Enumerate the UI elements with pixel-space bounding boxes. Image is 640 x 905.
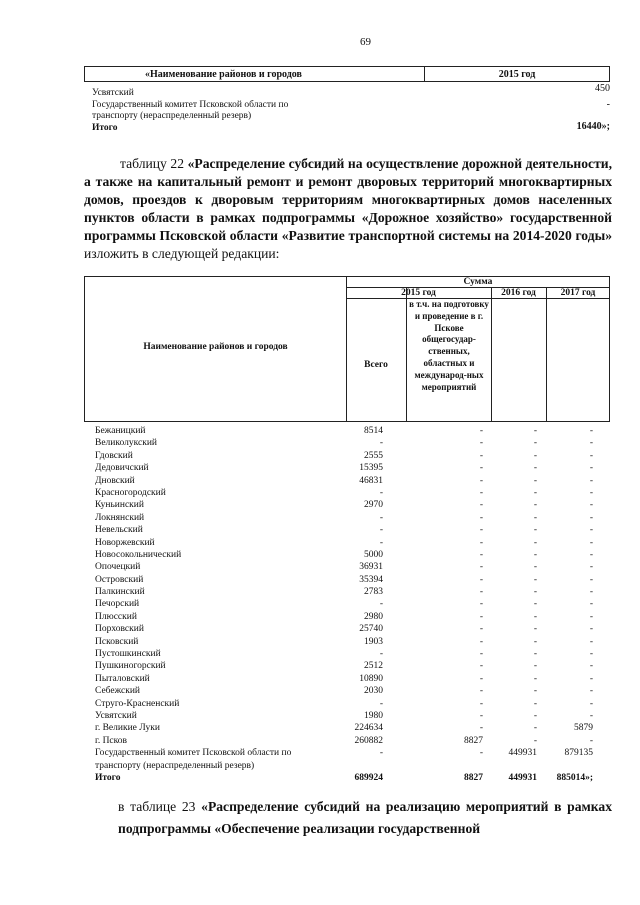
table-row <box>95 636 615 648</box>
table-row <box>95 487 615 499</box>
table-row <box>95 462 615 474</box>
row-name: Итого <box>95 772 121 783</box>
cell-2017: - <box>589 562 593 573</box>
top-row-value: - <box>606 99 610 110</box>
cell-2016: - <box>533 512 537 523</box>
header-name-col: Наименование районов и городов <box>143 342 288 352</box>
cell-total: - <box>379 599 383 610</box>
cell-incl: - <box>479 587 483 598</box>
table-row <box>95 673 615 685</box>
cell-incl: - <box>479 450 483 461</box>
cell-incl: - <box>479 574 483 585</box>
header-incl: в т.ч. на подготовку и проведение в г. Пскове общегосудар-ственных, областных и международ-ных мероприятий <box>409 299 489 392</box>
cell-incl: - <box>479 599 483 610</box>
row-name: Себежский <box>95 686 140 697</box>
cell-2017: - <box>589 698 593 709</box>
cell-2016: - <box>533 525 537 536</box>
row-name: Великолукский <box>95 438 158 449</box>
cell-2017: - <box>589 438 593 449</box>
cell-2016: - <box>533 599 537 610</box>
table-row <box>95 437 615 449</box>
main-table-body <box>95 425 615 784</box>
row-name: Гдовский <box>95 450 133 461</box>
top-table-col-year: 2015 год <box>498 69 536 80</box>
cell-incl: - <box>479 426 483 436</box>
cell-2017: - <box>589 450 593 461</box>
cell-2017: - <box>589 735 593 746</box>
table-row <box>95 475 615 487</box>
row-name: Государственный комитет Псковской области по <box>95 748 292 759</box>
row-name: Невельский <box>95 525 143 536</box>
cell-total: 5000 <box>364 549 383 560</box>
row-name: Новосокольнический <box>95 549 182 560</box>
cell-incl: - <box>479 525 483 536</box>
top-row-total-value: 16440»; <box>576 121 610 132</box>
cell-2016: - <box>533 487 537 498</box>
row-name: Локнянский <box>95 512 145 523</box>
cell-2016: - <box>533 636 537 647</box>
cell-total: - <box>379 512 383 523</box>
cell-2017: - <box>589 500 593 511</box>
cell-2017: 5879 <box>574 723 593 734</box>
cell-incl: - <box>479 673 483 684</box>
row-name: Новоржевский <box>95 537 155 548</box>
cell-2017: - <box>589 463 593 474</box>
cell-2017: - <box>589 599 593 610</box>
table-row <box>95 512 615 524</box>
cell-incl: - <box>479 487 483 498</box>
table-row <box>95 425 615 437</box>
cell-2016: - <box>533 661 537 672</box>
table-row <box>95 549 615 561</box>
table-row <box>95 598 615 610</box>
cell-total: 25740 <box>359 624 383 635</box>
row-name: Плюсский <box>95 611 137 622</box>
cell-2016: - <box>533 723 537 734</box>
row-name: г. Псков <box>95 735 128 746</box>
table-row <box>95 623 615 635</box>
cell-incl: - <box>479 549 483 560</box>
top-row-name: транспорту (нераспределенный резерв) <box>92 111 252 121</box>
cell-incl: - <box>479 636 483 647</box>
cell-total: 15395 <box>359 463 383 474</box>
table-row <box>95 524 615 536</box>
cell-2017: - <box>589 649 593 660</box>
cell-incl: - <box>479 537 483 548</box>
cell-incl: - <box>479 500 483 511</box>
row-name: г. Великие Луки <box>95 723 160 734</box>
cell-incl: - <box>479 463 483 474</box>
header-2015: 2015 год <box>401 288 436 298</box>
cell-total: 36931 <box>359 562 383 573</box>
row-name: Порховский <box>95 624 144 635</box>
cell-2017: - <box>589 710 593 721</box>
row-name: Пустошкинский <box>95 649 161 660</box>
table-row <box>95 561 615 573</box>
row-name: Псковский <box>95 636 139 647</box>
row-name: Островский <box>95 574 144 585</box>
cell-2017: - <box>589 426 593 436</box>
table-row <box>95 747 615 759</box>
cell-total: 1903 <box>364 636 383 647</box>
table-row <box>95 722 615 734</box>
cell-2016: - <box>533 426 537 436</box>
cell-2016: - <box>533 549 537 560</box>
cell-total: 2980 <box>364 611 383 622</box>
cell-2017: - <box>589 636 593 647</box>
table-row <box>95 574 615 586</box>
cell-2016: 449931 <box>508 772 537 783</box>
paragraph-lead: таблицу 22 <box>120 156 188 171</box>
cell-incl: - <box>479 649 483 660</box>
cell-2017: - <box>589 624 593 635</box>
cell-2016: - <box>533 611 537 622</box>
cell-total: - <box>379 698 383 709</box>
cell-2017: - <box>589 673 593 684</box>
row-name: Пушкиногорский <box>95 661 166 672</box>
cell-incl: - <box>479 661 483 672</box>
cell-2017: 885014»; <box>556 772 593 783</box>
header-2017: 2017 год <box>560 288 596 298</box>
paragraph2-title: «Распределение субсидий на реализацию мероприятий в рамках подпрограммы «Обеспечение реализации государственной <box>118 799 612 836</box>
cell-2017: - <box>589 587 593 598</box>
row-name: Опочецкий <box>95 562 141 573</box>
cell-2017: - <box>589 512 593 523</box>
table-row <box>95 735 615 747</box>
table-row <box>95 450 615 462</box>
header-total: Всего <box>364 360 388 370</box>
row-name: Пыталовский <box>95 673 150 684</box>
cell-total: - <box>379 649 383 660</box>
row-name: Усвятский <box>95 710 137 721</box>
cell-total: 2030 <box>364 686 383 697</box>
cell-total: 2970 <box>364 500 383 511</box>
cell-total: 260882 <box>354 735 383 746</box>
cell-total: - <box>379 537 383 548</box>
cell-2017: - <box>589 661 593 672</box>
cell-total: 46831 <box>359 475 383 486</box>
table-row <box>95 586 615 598</box>
row-name: Палкинский <box>95 587 145 598</box>
table-row <box>95 499 615 511</box>
cell-2016: - <box>533 624 537 635</box>
row-name: Красногородский <box>95 487 166 498</box>
cell-total: 2555 <box>364 450 383 461</box>
paragraph2-lead: в таблице 23 <box>118 799 202 814</box>
row-name: Куньинский <box>95 500 144 511</box>
cell-2017: - <box>589 487 593 498</box>
cell-incl: - <box>479 624 483 635</box>
paragraph-tail: изложить в следующей редакции: <box>84 246 280 261</box>
cell-incl: - <box>479 438 483 449</box>
cell-2016: - <box>533 475 537 486</box>
cell-2016: - <box>533 710 537 721</box>
row-name: Дновский <box>95 475 135 486</box>
table-row <box>95 611 615 623</box>
table-row <box>95 660 615 672</box>
cell-2017: - <box>589 537 593 548</box>
cell-2016: - <box>533 686 537 697</box>
row-name: Дедовичский <box>95 463 149 474</box>
cell-incl: - <box>479 562 483 573</box>
cell-2017: - <box>589 574 593 585</box>
cell-incl: - <box>479 723 483 734</box>
cell-2017: - <box>589 611 593 622</box>
top-table-header <box>84 66 610 82</box>
cell-2016: - <box>533 537 537 548</box>
cell-2016: - <box>533 500 537 511</box>
cell-incl: - <box>479 698 483 709</box>
cell-total: 2512 <box>364 661 383 672</box>
top-row-total-label: Итого <box>92 123 118 133</box>
top-row-value: 450 <box>595 83 610 94</box>
cell-total: 10890 <box>359 673 383 684</box>
table-row <box>95 772 615 784</box>
cell-total: - <box>379 438 383 449</box>
cell-2017: - <box>589 525 593 536</box>
table-row <box>95 698 615 710</box>
cell-2016: - <box>533 438 537 449</box>
cell-total: - <box>379 487 383 498</box>
cell-total: 35394 <box>359 574 383 585</box>
cell-incl: 8827 <box>464 772 483 783</box>
cell-2017: - <box>589 549 593 560</box>
row-name: Струго-Красненский <box>95 698 180 709</box>
row-name: транспорту (нераспределенный резерв) <box>95 760 255 771</box>
table-row <box>95 648 615 660</box>
header-2016: 2016 год <box>501 288 536 298</box>
cell-incl: - <box>479 686 483 697</box>
cell-2016: - <box>533 574 537 585</box>
cell-2016: - <box>533 673 537 684</box>
cell-2016: - <box>533 463 537 474</box>
cell-2016: - <box>533 587 537 598</box>
cell-total: 8514 <box>364 426 383 436</box>
cell-incl: - <box>479 611 483 622</box>
cell-2017: 879135 <box>564 748 593 759</box>
table-row <box>95 685 615 697</box>
header-sum: Сумма <box>463 277 493 287</box>
cell-2017: - <box>589 686 593 697</box>
cell-incl: - <box>479 748 483 759</box>
paragraph-table23 <box>118 796 612 840</box>
page-number: 69 <box>360 36 371 48</box>
cell-incl: 8827 <box>464 735 483 746</box>
cell-incl: - <box>479 475 483 486</box>
cell-total: 689924 <box>354 772 383 783</box>
cell-total: 2783 <box>364 587 383 598</box>
top-row-name: Государственный комитет Псковской области по <box>92 100 289 110</box>
top-table-col-name: «Наименование районов и городов <box>85 67 425 81</box>
table-row <box>95 537 615 549</box>
paragraph-table22 <box>84 155 612 263</box>
top-row-name: Усвятский <box>92 88 134 98</box>
table-row <box>95 760 615 772</box>
row-name: Бежаницкий <box>95 426 146 436</box>
cell-incl: - <box>479 512 483 523</box>
cell-2016: - <box>533 562 537 573</box>
cell-total: 224634 <box>354 723 383 734</box>
cell-2017: - <box>589 475 593 486</box>
cell-2016: - <box>533 649 537 660</box>
cell-2016: - <box>533 735 537 746</box>
main-table-header <box>84 276 610 422</box>
row-name: Печорский <box>95 599 140 610</box>
cell-2016: 449931 <box>508 748 537 759</box>
cell-total: 1980 <box>364 710 383 721</box>
cell-2016: - <box>533 698 537 709</box>
cell-2016: - <box>533 450 537 461</box>
paragraph-title: «Распределение субсидий на осуществление дорожной деятельности, а также на капитальный ремонт и ремонт дворовых территорий многоквартирных домов, проездов к дворовым территориям многоквартирных домов населенных пунктов области в рамках подпрограммы «Дорожное хозяйство» государственной программы Псковской области «Развитие транспортной системы на 2014-2020 годы» <box>84 156 612 243</box>
cell-total: - <box>379 748 383 759</box>
cell-total: - <box>379 525 383 536</box>
table-row <box>95 710 615 722</box>
cell-incl: - <box>479 710 483 721</box>
